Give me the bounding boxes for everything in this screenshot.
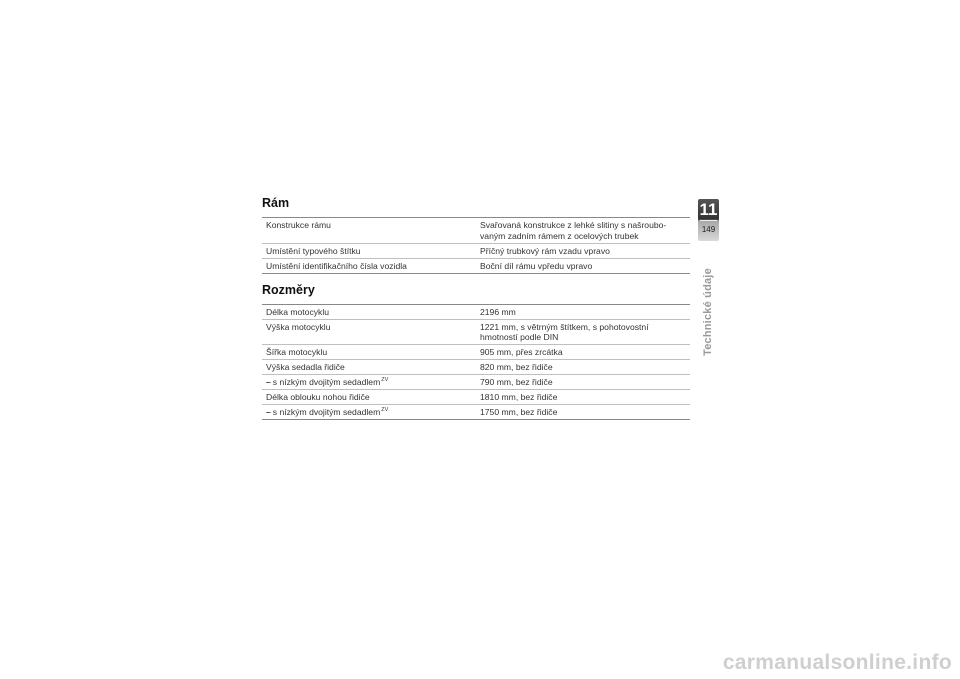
- spec-label: Konstrukce rámu: [266, 220, 331, 230]
- dash-bullet: –: [266, 407, 271, 417]
- table-row: [262, 375, 690, 390]
- spec-value: 2196 mm: [480, 306, 516, 317]
- manual-content: [262, 196, 690, 420]
- page-number: 149: [701, 225, 716, 234]
- spec-label: Výška sedadla řidiče: [266, 362, 345, 372]
- spec-label: Výška motocyklu: [266, 321, 331, 332]
- table-row: [262, 304, 690, 319]
- spec-value: 1221 mm, s větrným štítkem, s pohotovostní hmotností podle DIN: [480, 321, 649, 342]
- dimensions-spec-table: [262, 304, 690, 421]
- table-row: [262, 258, 690, 273]
- watermark-text: carmanualsonline.info: [722, 651, 952, 674]
- spec-label: Délka oblouku nohou řidiče: [266, 392, 370, 402]
- spec-label: Umístění identifikačního čísla vozidla: [266, 260, 407, 271]
- tab-divider: [700, 220, 717, 221]
- spec-value: 1750 mm, bez řidiče: [480, 407, 558, 417]
- spec-label-sub: – s nízkým dvojitým sedadlem$^{ZV}$: [266, 377, 389, 387]
- table-row: [262, 319, 690, 345]
- dash-bullet: –: [266, 377, 271, 387]
- frame-spec-table: [262, 217, 690, 274]
- option-marker: ZV: [381, 407, 389, 413]
- spec-value: Svařovaná konstrukce z lehké slitiny s našroubo- vaným zadním rámem z ocelových trubek: [480, 220, 667, 241]
- chapter-number: 11: [699, 200, 718, 219]
- spec-label-sub: – s nízkým dvojitým sedadlem$^{ZV}$: [266, 407, 389, 417]
- spec-value: 905 mm, přes zrcátka: [480, 347, 563, 357]
- spec-label: Umístění typového štítku: [266, 245, 361, 256]
- spec-label: Délka motocyklu: [266, 306, 330, 317]
- chapter-tab: [698, 199, 719, 241]
- table-row: [262, 243, 690, 258]
- spec-value: 790 mm, bez řidiče: [480, 377, 553, 387]
- table-row: [262, 405, 690, 420]
- section-title-frame: Rám: [262, 196, 290, 210]
- table-row: [262, 218, 690, 244]
- option-marker: ZV: [381, 377, 389, 383]
- table-row: [262, 390, 690, 405]
- spec-value: Boční díl rámu vpředu vpravo: [480, 260, 593, 271]
- table-row: [262, 345, 690, 360]
- chapter-side-title: Technické údaje: [702, 268, 714, 356]
- spec-label: Šířka motocyklu: [266, 347, 328, 357]
- spec-value: Příčný trubkový rám vzadu vpravo: [480, 245, 610, 256]
- section-title-dimensions: Rozměry: [262, 282, 315, 297]
- table-row: [262, 360, 690, 375]
- spec-value: 820 mm, bez řidiče: [480, 362, 553, 372]
- spec-value: 1810 mm, bez řidiče: [480, 392, 558, 402]
